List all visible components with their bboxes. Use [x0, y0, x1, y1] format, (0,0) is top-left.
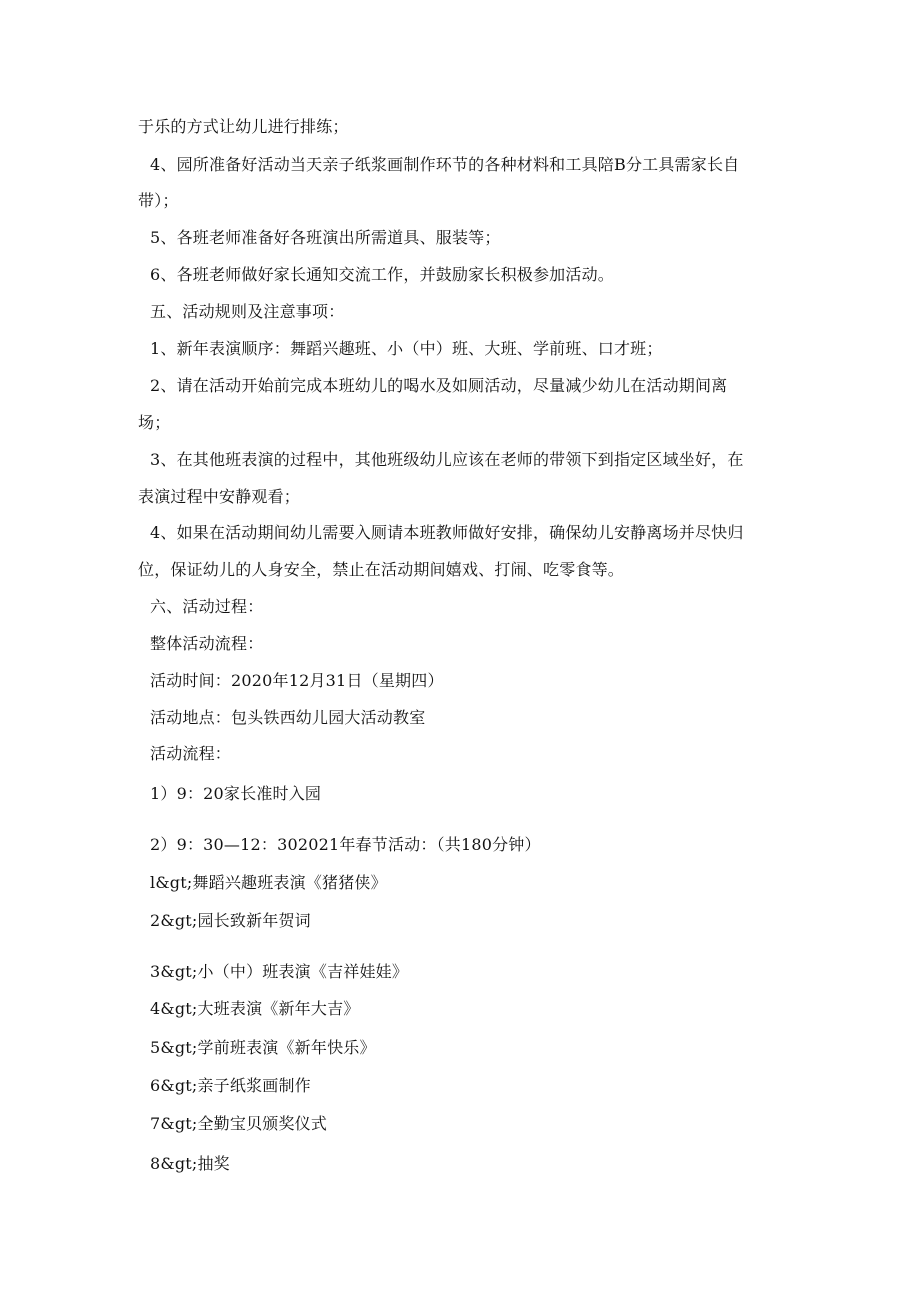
- text-line: 活动流程：: [150, 744, 232, 763]
- list-item: 4&gt;大班表演《新年大吉》: [150, 999, 360, 1018]
- list-item: l&gt;舞蹈兴趣班表演《猪猪侠》: [150, 873, 387, 892]
- text-line: 4、如果在活动期间幼儿需要入厕请本班教师做好安排，确保幼儿安静离场并尽快归: [150, 523, 744, 542]
- text-line: 位，保证幼儿的人身安全，禁止在活动期间嬉戏、打闹、吃零食等。: [138, 560, 625, 579]
- text-line: 场；: [138, 413, 171, 432]
- text-line: 表演过程中安静观看；: [138, 487, 301, 506]
- text-line: 6、各班老师做好家长通知交流工作，并鼓励家长积极参加活动。: [150, 265, 614, 284]
- text-line: 3、在其他班表演的过程中，其他班级幼儿应该在老师的带领下到指定区域坐好，在: [150, 450, 744, 469]
- list-item: 1）9：20家长准时入园: [150, 784, 322, 803]
- list-item: 8&gt;抽奖: [150, 1154, 230, 1173]
- section-heading: 五、活动规则及注意事项：: [150, 302, 345, 321]
- text-line: 活动地点：包头铁西幼儿园大活动教室: [150, 708, 426, 727]
- text-line: 4、园所准备好活动当天亲子纸浆画制作环节的各种材料和工具陪B分工具需家长自: [150, 155, 740, 174]
- list-item: 2）9：30—12：302021年春节活动：（共180分钟）: [150, 835, 541, 854]
- text-line: 带）；: [138, 191, 179, 210]
- list-item: 3&gt;小（中）班表演《吉祥娃娃》: [150, 962, 409, 981]
- text-line: 于乐的方式让幼儿进行排练；: [138, 117, 349, 136]
- text-line: 5、各班老师准备好各班演出所需道具、服装等；: [150, 228, 501, 247]
- section-heading: 六、活动过程：: [150, 597, 264, 616]
- text-line: 活动时间：2020年12月31日（星期四）: [150, 671, 444, 690]
- list-item: 6&gt;亲子纸浆画制作: [150, 1076, 311, 1095]
- text-line: 2、请在活动开始前完成本班幼儿的喝水及如厕活动，尽量减少幼儿在活动期间离: [150, 376, 728, 395]
- list-item: 7&gt;全勤宝贝颁奖仪式: [150, 1114, 328, 1133]
- text-line: 整体活动流程：: [150, 634, 264, 653]
- list-item: 2&gt;园长致新年贺词: [150, 911, 311, 930]
- text-line: 1、新年表演顺序：舞蹈兴趣班、小（中）班、大班、学前班、口才班；: [150, 339, 663, 358]
- list-item: 5&gt;学前班表演《新年快乐》: [150, 1038, 376, 1057]
